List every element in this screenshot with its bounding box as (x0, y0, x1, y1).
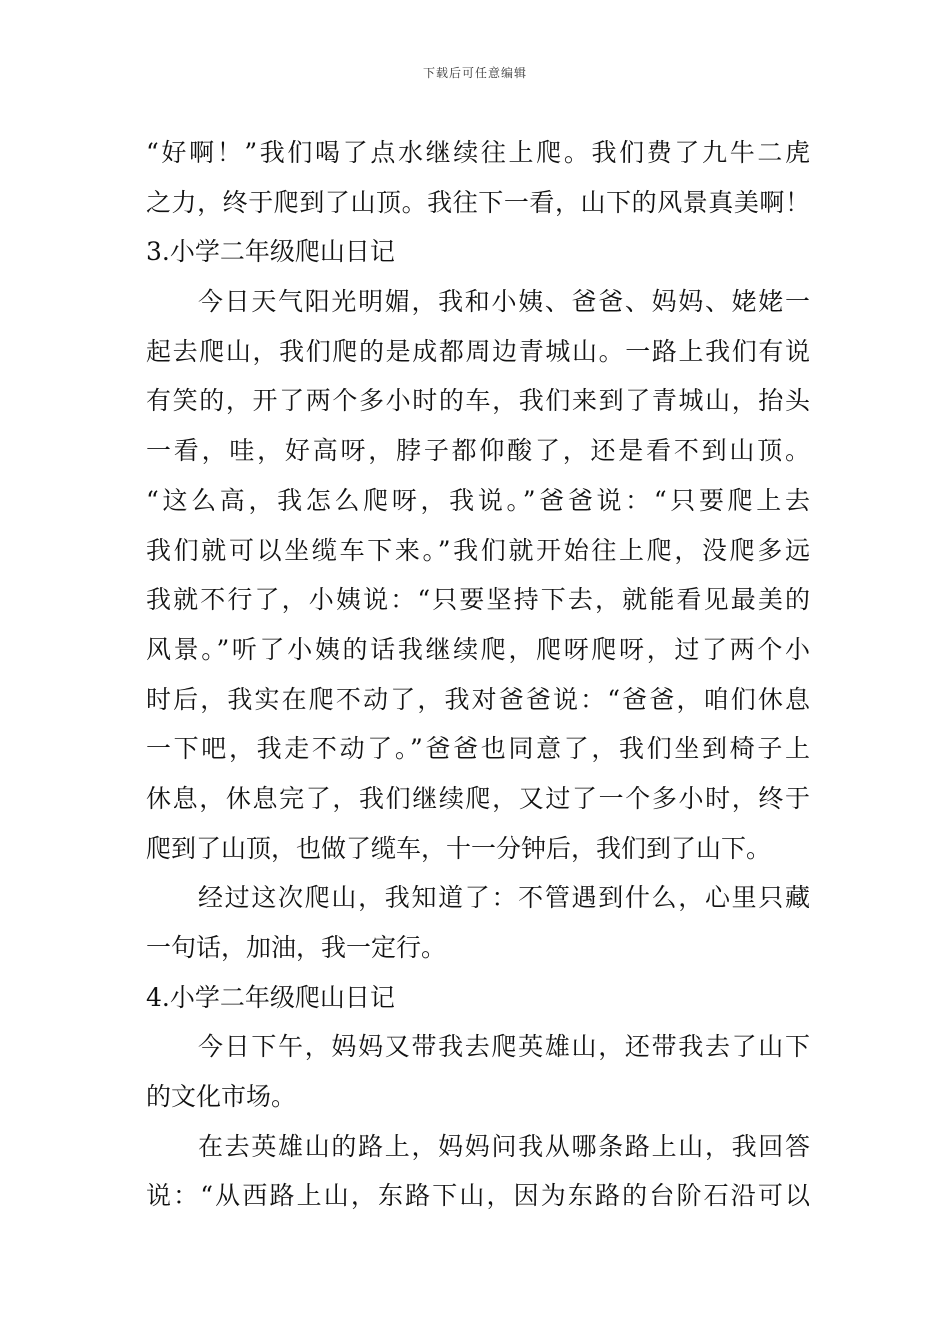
text-line: 之力，终于爬到了山顶。我往下一看，山下的风景真美啊！ (146, 187, 810, 217)
text-line: 一看，哇，好高呀，脖子都仰酸了，还是看不到山顶。 (146, 436, 810, 466)
text-line: 爬到了山顶，也做了缆车，十一分钟后，我们到了山下。 (146, 833, 772, 863)
text-line: 在去英雄山的路上，妈妈问我从哪条路上山，我回答 (198, 1131, 810, 1161)
document-body (146, 128, 810, 1221)
text-line: 我们就可以坐缆车下来。”我们就开始往上爬，没爬多远 (146, 535, 810, 565)
text-line: 的文化市场。 (146, 1082, 297, 1112)
text-line: 一下吧，我走不动了。”爸爸也同意了，我们坐到椅子上 (146, 734, 810, 764)
text-line: 时后，我实在爬不动了，我对爸爸说：“爸爸，咱们休息 (146, 684, 810, 714)
text-line: 今日天气阳光明媚，我和小姨、爸爸、妈妈、姥姥一 (198, 287, 810, 317)
text-line: 风景。”听了小姨的话我继续爬，爬呀爬呀，过了两个小 (146, 634, 810, 664)
text-line: 一句话，加油，我一定行。 (146, 933, 447, 962)
text-line: 经过这次爬山，我知道了：不管遇到什么，心里只藏 (198, 883, 810, 913)
text-line: 说：“从西路上山，东路下山，因为东路的台阶石沿可以 (146, 1181, 810, 1211)
text-line: 今日下午，妈妈又带我去爬英雄山，还带我去了山下 (198, 1032, 810, 1062)
text-line: 有笑的，开了两个多小时的车，我们来到了青城山，抬头 (146, 386, 810, 416)
text-line: 起去爬山，我们爬的是成都周边青城山。一路上我们有说 (146, 336, 810, 366)
text-line: 休息，休息完了，我们继续爬，又过了一个多小时，终于 (146, 783, 810, 813)
text-line: “好啊！”我们喝了点水继续往上爬。我们费了九牛二虎 (146, 138, 810, 167)
text-line: 4.小学二年级爬山日记 (146, 982, 395, 1012)
text-line: “这么高，我怎么爬呀，我说。”爸爸说：“只要爬上去 (146, 485, 810, 515)
text-line: 我就不行了，小姨说：“只要坚持下去，就能看见最美的 (146, 585, 810, 615)
text-line: 3.小学二年级爬山日记 (146, 237, 395, 267)
page-header-note: 下载后可任意编辑 (422, 66, 527, 80)
